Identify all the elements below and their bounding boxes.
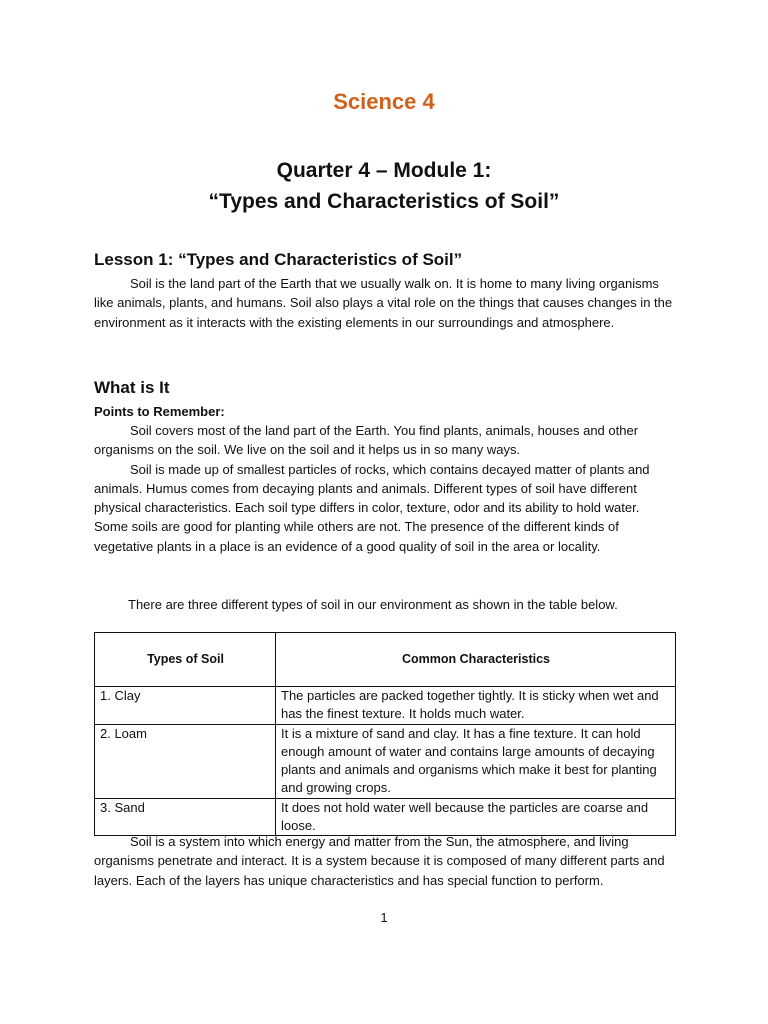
soil-type-cell: 2. Loam <box>95 724 276 798</box>
soil-types-table <box>94 632 676 836</box>
soil-characteristics-cell: It is a mixture of sand and clay. It has a fine texture. It can hold enough amount of water and contains large amounts of decaying plants and animals and organisms which make it best for planting and growing crops. <box>276 724 676 798</box>
points-paragraph-1: Soil covers most of the land part of the Earth. You find plants, animals, houses and other organisms on the soil. We live on the soil and it helps us in so many ways. <box>94 423 639 458</box>
table-header-cell: Types of Soil <box>95 633 276 687</box>
module-title <box>0 155 768 217</box>
lesson-intro <box>94 274 674 332</box>
points-paragraph-2: Soil is made up of smallest particles of rocks, which contains decayed matter of plants and animals. Humus comes from decaying plants and animals. Different types of soil have different physical characteristics. Each soil type differs in color, texture, odor and its ability to hold water. Some soils are good for planting while others are not. The presence of the different kinds of vegetative plants in a place is an evidence of a good quality of soil in the area or locality. <box>94 461 650 554</box>
table-row <box>95 724 676 798</box>
closing-paragraph: Soil is a system into which energy and matter from the Sun, the atmosphere, and living organisms penetrate and interact. It is a system because it is composed of many different parts and layers. Each of the layers has unique characteristics and has special function to perform. <box>94 834 665 888</box>
points-paragraphs <box>94 421 674 556</box>
points-to-remember-heading: Points to Remember: <box>94 404 225 419</box>
soil-type-cell: 1. Clay <box>95 687 276 725</box>
page-number: 1 <box>380 910 388 925</box>
soil-characteristics-cell: It does not hold water well because the particles are coarse and loose. <box>276 798 676 836</box>
table-intro: There are three different types of soil in our environment as shown in the table below. <box>128 597 618 612</box>
closing-section <box>94 832 676 890</box>
subject-title: Science 4 <box>333 89 435 114</box>
table-header-cell: Common Characteristics <box>276 633 676 687</box>
lesson-heading: Lesson 1: “Types and Characteristics of Soil” <box>94 250 463 269</box>
soil-type-cell: 3. Sand <box>95 798 276 836</box>
table-row <box>95 687 676 725</box>
table-header-row <box>95 633 676 687</box>
what-is-it-heading: What is It <box>94 378 170 397</box>
table-row <box>95 798 676 836</box>
soil-characteristics-cell: The particles are packed together tightly. It is sticky when wet and has the finest texture. It holds much water. <box>276 687 676 725</box>
lesson-intro-paragraph: Soil is the land part of the Earth that we usually walk on. It is home to many living organisms like animals, plants, and humans. Soil also plays a vital role on the things that causes changes in the environment as it interacts with the existing elements in our surroundings and atmosphere. <box>94 276 673 330</box>
module-title-line-1: Quarter 4 – Module 1: <box>276 159 492 182</box>
module-title-line-2: “Types and Characteristics of Soil” <box>208 190 560 213</box>
